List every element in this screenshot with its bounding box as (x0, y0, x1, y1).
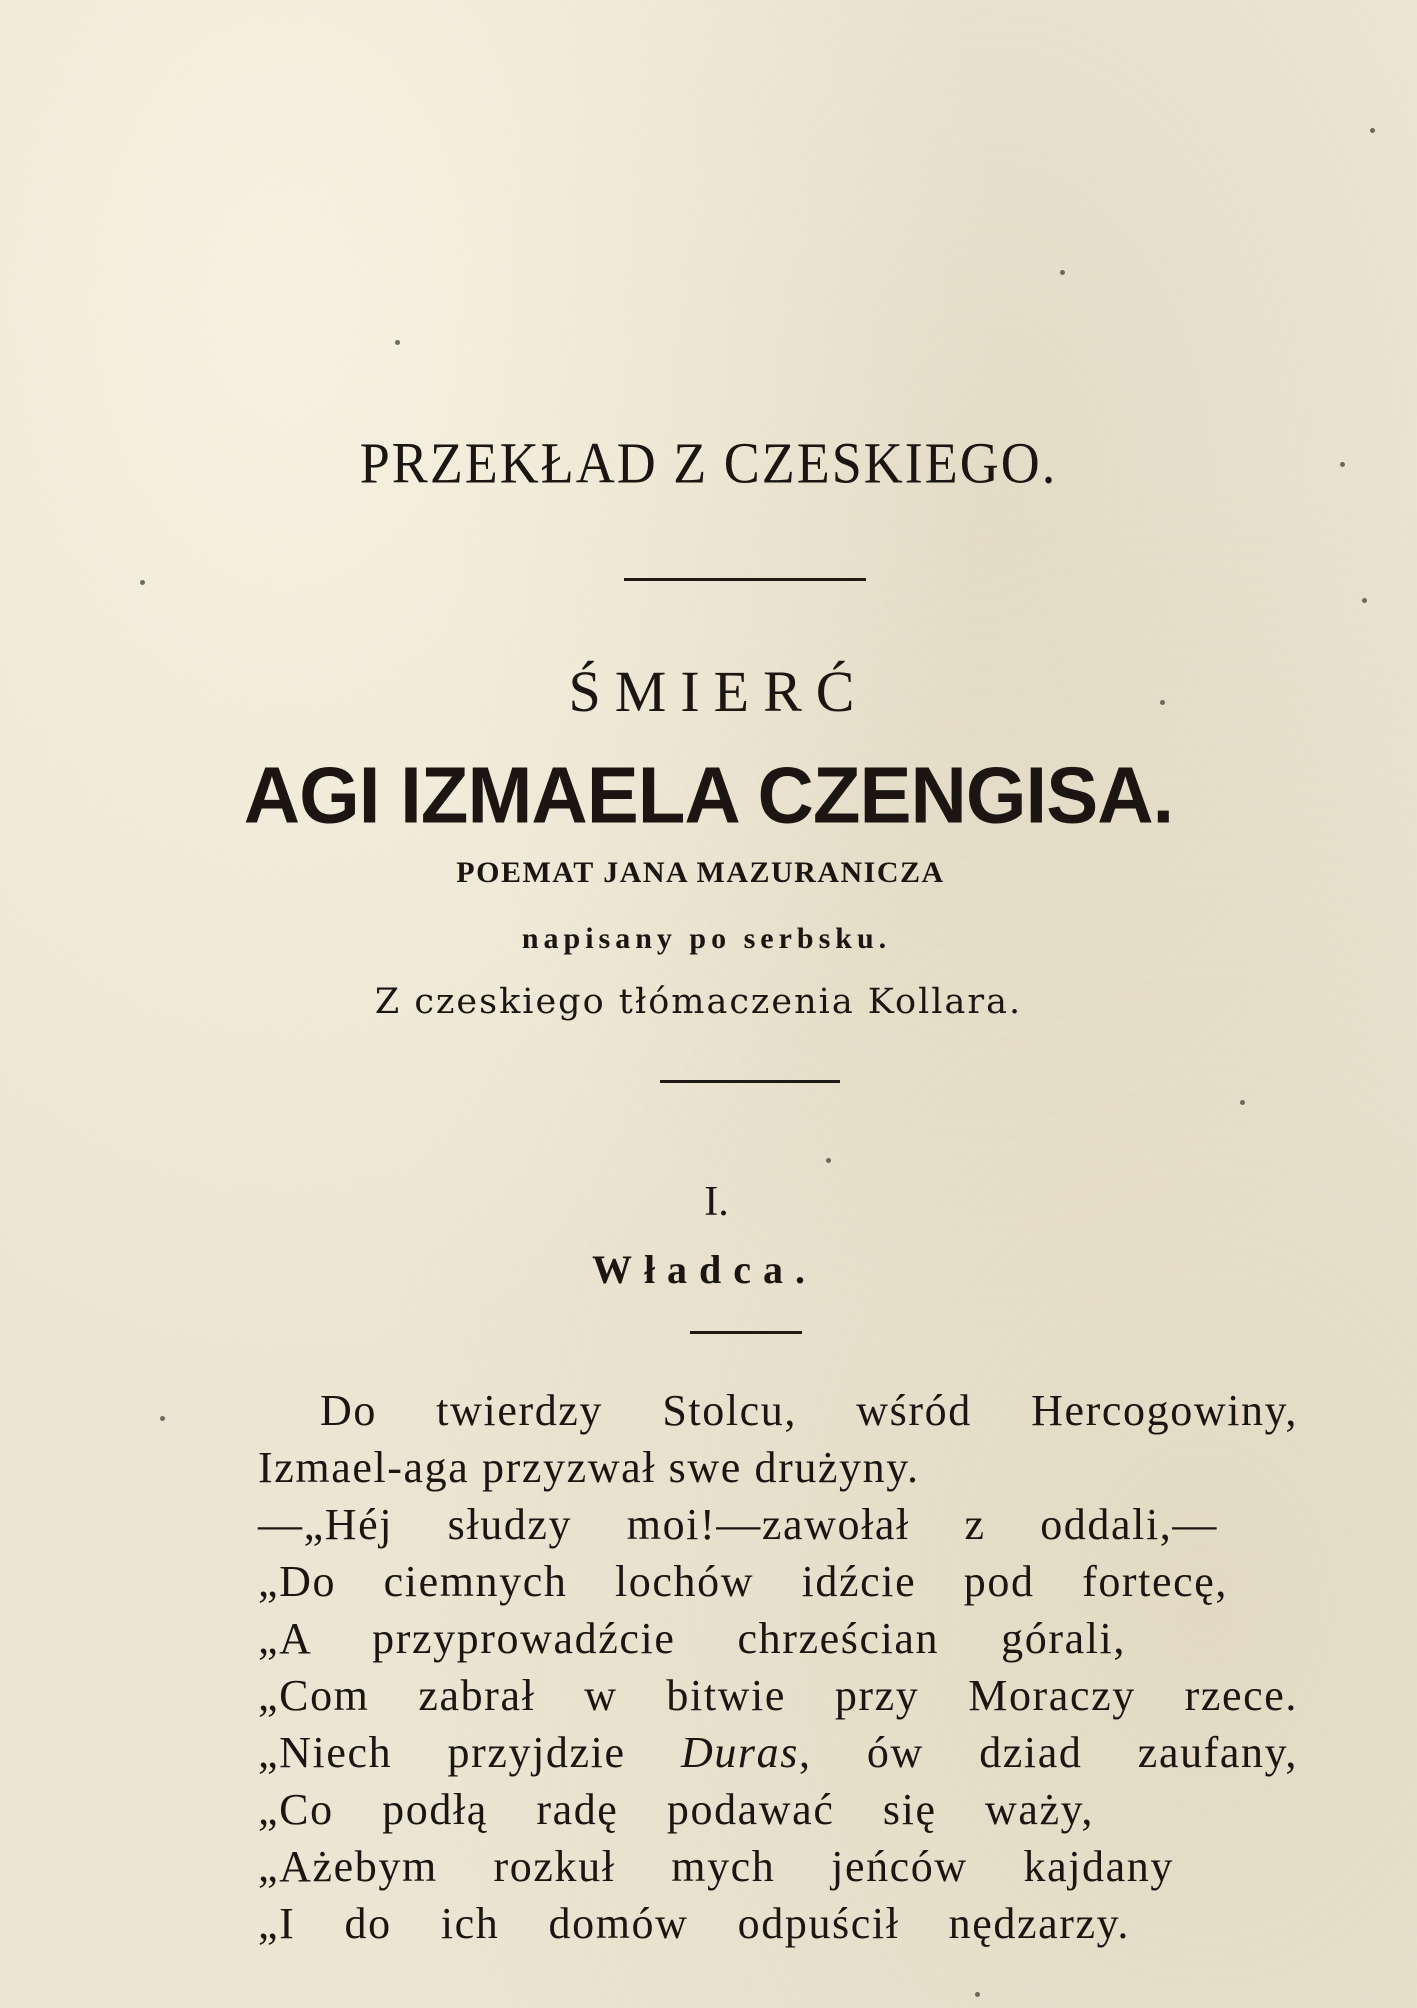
poem-line-part: , ów dziad zaufany, (798, 1728, 1298, 1777)
paper-speck (1240, 1100, 1245, 1105)
page-header: PRZEKŁAD Z CZESKIEGO. (359, 430, 1058, 496)
poem-line: „Com zabrał w bitwie przy Moraczy rzece. (258, 1671, 1298, 1720)
poem-line: „Co podłą radę podawać się waży, (258, 1785, 1094, 1834)
poem-line: „Ażebym rozkuł mych jeńców kajdany (258, 1842, 1174, 1891)
poem-line: Do twierdzy Stolcu, wśród Hercogowiny, (320, 1386, 1298, 1435)
poem-italic-name: Duras (680, 1728, 799, 1777)
poem-line: „Do ciemnych lochów idźcie pod fortecę, (258, 1557, 1228, 1606)
poem-line: „I do ich domów odpuścił nędzarzy. (258, 1899, 1130, 1948)
paper-speck (975, 1992, 980, 1997)
subtitle-author: POEMAT JANA MAZURANICZA (456, 856, 945, 889)
paper-speck (1060, 270, 1065, 275)
poem-line: —„Héj słudzy moi!—zawołał z oddali,— (258, 1500, 1218, 1549)
paper-speck (1160, 700, 1165, 705)
poem-line-part: „Niech przyjdzie (258, 1728, 681, 1777)
poem-line: Izmael-aga przyzwał swe drużyny. (258, 1443, 920, 1492)
paper-speck (1362, 598, 1367, 603)
section-title: Władca. (591, 1247, 818, 1292)
divider-rule (624, 578, 866, 581)
paper-speck (160, 1416, 165, 1421)
subtitle-language: napisany po serbsku. (521, 922, 892, 955)
divider-rule (690, 1331, 802, 1334)
title-line-main: AGI IZMAELA CZENGISA. (243, 750, 1174, 840)
paper-speck (395, 340, 400, 345)
section-number: I. (704, 1179, 729, 1225)
poem-body (258, 1382, 1298, 1952)
paper-speck (1340, 462, 1345, 467)
title-line-smierc: ŚMIERĆ (568, 659, 869, 724)
paper-speck (140, 580, 145, 585)
paper-speck (826, 1158, 831, 1163)
paper-speck (1370, 128, 1375, 133)
divider-rule (660, 1080, 840, 1083)
subtitle-translation: Z czeskiego tłómaczenia Kollara. (374, 982, 1023, 1022)
poem-line (258, 1724, 1298, 1781)
poem-line: „A przyprowadźcie chrześcian górali, (258, 1614, 1126, 1663)
